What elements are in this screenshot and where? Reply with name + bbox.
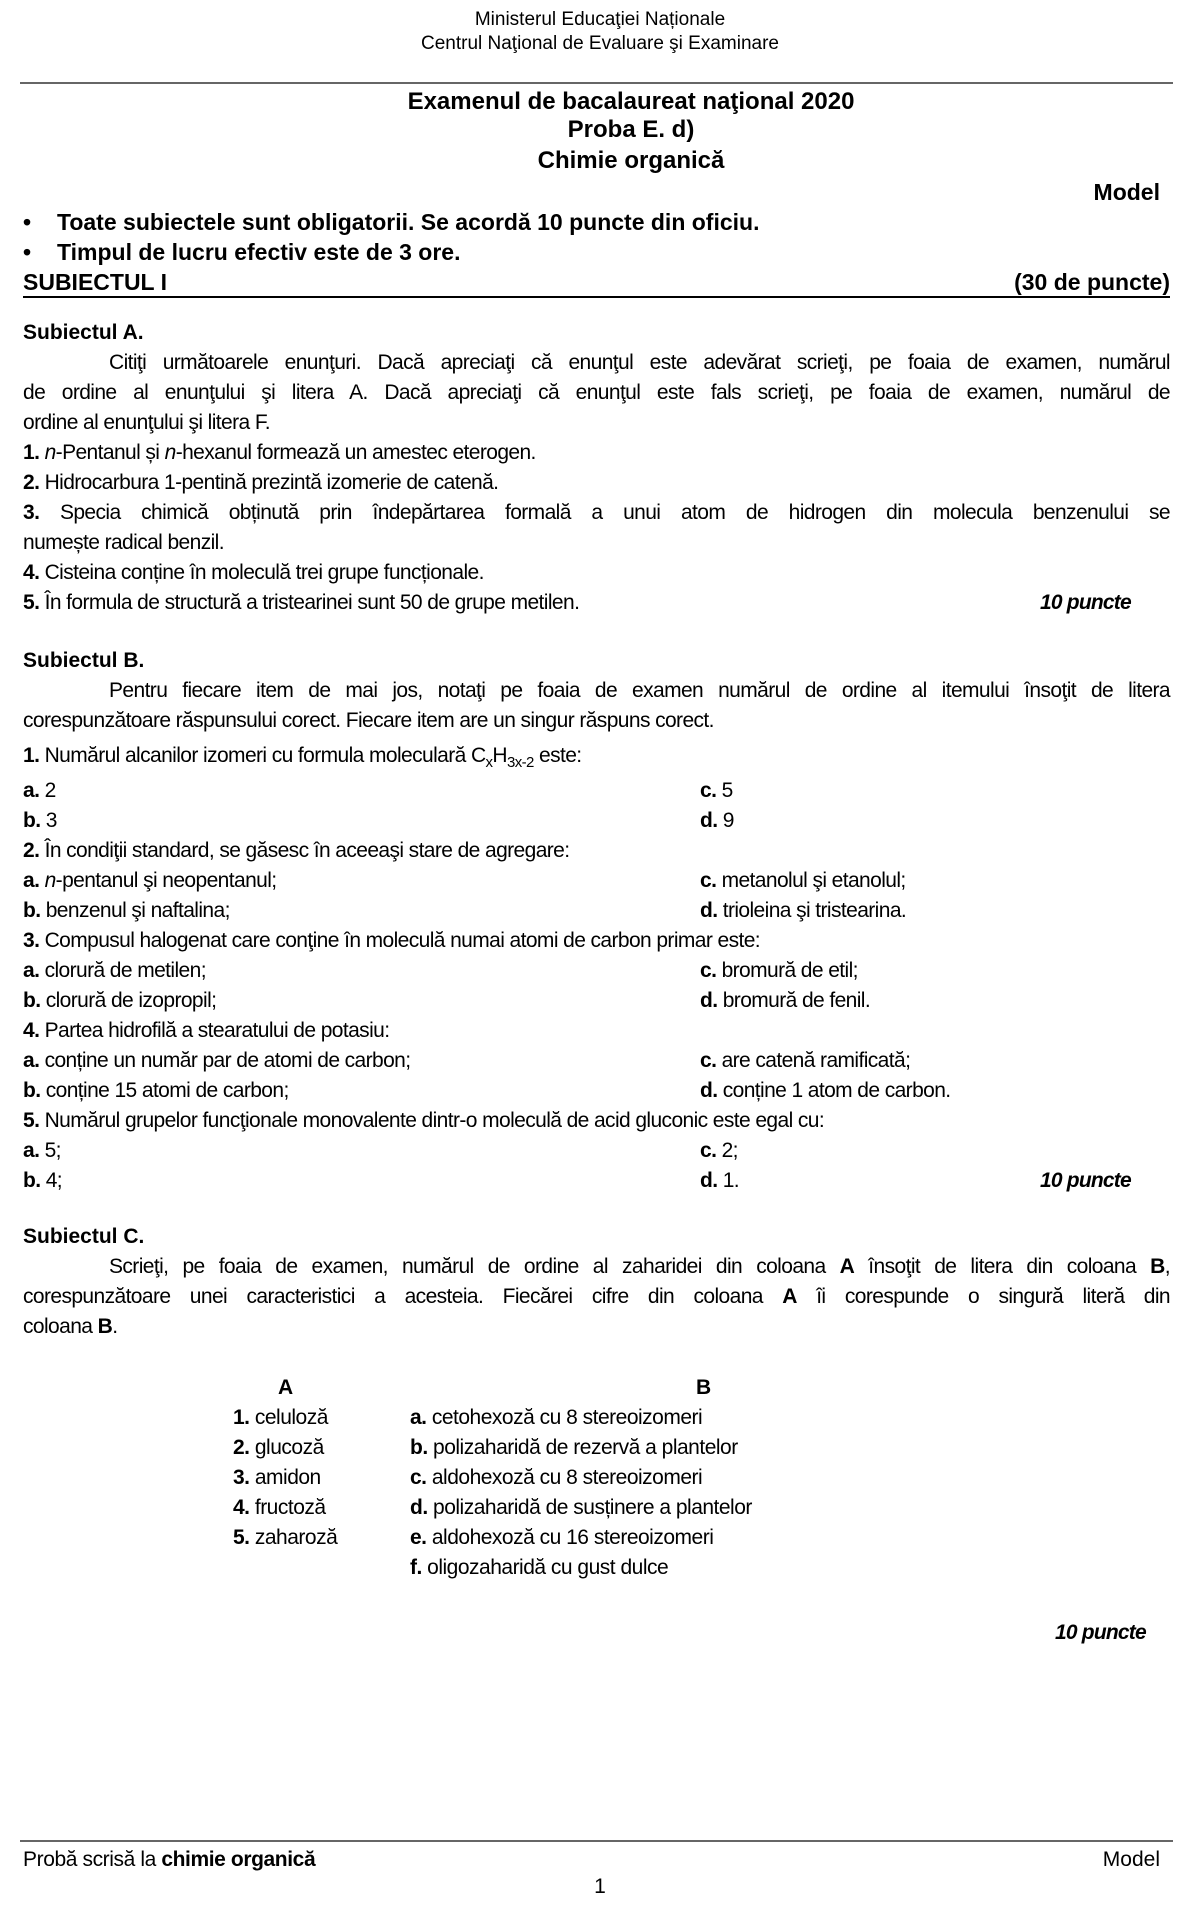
page-number: 1 <box>594 1875 606 1898</box>
bullet-icon: • <box>23 209 32 235</box>
subject-a-instruction: Citiţi următoarele enunţuri. Dacă apreciaţi că enunţul este adevărat scrieţi, pe foaia de examen, numărul <box>109 351 1170 374</box>
subject-c-instruction: coloana B. <box>23 1315 118 1338</box>
column-b-item: d. polizaharidă de susținere a plantelor <box>410 1496 752 1519</box>
column-a-header: A <box>278 1376 294 1399</box>
column-b-item: c. aldohexoză cu 8 stereoizomeri <box>410 1466 703 1489</box>
option-a: a. 2 <box>23 779 56 802</box>
subject-c-instruction: Scrieţi, pe foaia de examen, numărul de ordine al zaharidei din coloana A însoţit de litera din coloana B, <box>109 1255 1170 1278</box>
question-5: 5. Numărul grupelor funcţionale monovalente dintr-o moleculă de acid gluconic este egal cu: <box>23 1109 825 1132</box>
instruction-item: • Toate subiectele sunt obligatorii. Se acordă 10 puncte din oficiu. <box>23 209 760 235</box>
column-a-item: 5. zaharoză <box>233 1526 338 1549</box>
option-d: d. trioleina şi tristearina. <box>700 899 907 922</box>
column-b-item: f. oligozaharidă cu gust dulce <box>410 1556 669 1579</box>
column-a-item: 1. celuloză <box>233 1406 328 1429</box>
column-a-item: 2. glucoză <box>233 1436 324 1459</box>
exam-title: Examenul de bacalaureat naţional 2020 <box>407 88 855 115</box>
column-b-item: a. cetohexoză cu 8 stereoizomeri <box>410 1406 703 1429</box>
model-label: Model <box>1093 179 1160 205</box>
option-b: b. 3 <box>23 809 57 832</box>
column-b-header: B <box>696 1376 712 1399</box>
section-label: SUBIECTUL I <box>23 269 167 295</box>
subject-a-points: 10 puncte <box>1040 591 1131 614</box>
subject-c-heading: Subiectul C. <box>23 1225 145 1248</box>
option-a: a. n-pentanul şi neopentanul; <box>23 869 277 892</box>
option-c: c. 5 <box>700 779 733 802</box>
question-3: 3. Compusul halogenat care conţine în moleculă numai atomi de carbon primar este: <box>23 929 761 952</box>
statement-item: 4. Cisteina conține în moleculă trei grupe funcționale. <box>23 561 484 584</box>
footer-left: Probă scrisă la chimie organică <box>23 1848 316 1871</box>
option-d: d. conține 1 atom de carbon. <box>700 1079 951 1102</box>
question-4: 4. Partea hidrofilă a stearatului de potasiu: <box>23 1019 390 1042</box>
bullet-icon: • <box>23 239 32 265</box>
subject-a-instruction: de ordine al enunţului şi litera A. Dacă apreciaţi că enunţul este fals scrieţi, pe foaia de examen, numărul de <box>23 381 1170 404</box>
option-d: d. 1. <box>700 1169 740 1192</box>
option-c: c. metanolul şi etanolul; <box>700 869 906 892</box>
option-b: b. 4; <box>23 1169 63 1192</box>
subject-c-points: 10 puncte <box>1055 1621 1146 1644</box>
question-2: 2. În condiţii standard, se găsesc în aceeaşi stare de agregare: <box>23 839 570 862</box>
subject-b-heading: Subiectul B. <box>23 649 145 672</box>
option-a: a. clorură de metilen; <box>23 959 206 982</box>
option-c: c. are catenă ramificată; <box>700 1049 911 1072</box>
column-a-item: 3. amidon <box>233 1466 321 1489</box>
option-c: c. bromură de etil; <box>700 959 858 982</box>
statement-item: 5. În formula de structură a tristearinei sunt 50 de grupe metilen. <box>23 591 580 614</box>
option-a: a. 5; <box>23 1139 61 1162</box>
statement-item: 2. Hidrocarbura 1-pentină prezintă izomerie de catenă. <box>23 471 499 494</box>
footer-rule <box>20 1840 1173 1842</box>
subject-c-instruction: corespunzătoare unei caracteristici a acesteia. Fiecărei cifre din coloana A îi corespunde o singură literă din <box>23 1285 1170 1308</box>
option-b: b. benzenul şi naftalina; <box>23 899 230 922</box>
subject-a-heading: Subiectul A. <box>23 321 144 344</box>
exam-proba: Proba E. d) <box>567 116 695 143</box>
instruction-item: • Timpul de lucru efectiv este de 3 ore. <box>23 239 461 265</box>
footer-right: Model <box>1102 1848 1160 1871</box>
section-header <box>23 268 1170 298</box>
option-c: c. 2; <box>700 1139 738 1162</box>
question-1: 1. Numărul alcanilor izomeri cu formula moleculară $C_xH_{3x-2}$ este: <box>23 744 582 771</box>
section-points: (30 de puncte) <box>1014 269 1170 295</box>
option-a: a. conține un număr par de atomi de carbon; <box>23 1049 411 1072</box>
column-b-item: b. polizaharidă de rezervă a plantelor <box>410 1436 738 1459</box>
option-d: d. bromură de fenil. <box>700 989 871 1012</box>
ministry-name: Ministerul Educaţiei Naționale <box>474 9 726 30</box>
statement-item: 1. n-Pentanul și n-hexanul formează un amestec eterogen. <box>23 441 536 464</box>
subject-a-instruction: ordine al enunţului şi litera F. <box>23 411 270 434</box>
column-a-item: 4. fructoză <box>233 1496 326 1519</box>
option-b: b. conține 15 atomi de carbon; <box>23 1079 289 1102</box>
column-b-item: e. aldohexoză cu 16 stereoizomeri <box>410 1526 714 1549</box>
option-b: b. clorură de izopropil; <box>23 989 217 1012</box>
subject-b-instruction: corespunzătoare răspunsului corect. Fiecare item are un singur răspuns corect. <box>23 709 714 732</box>
subject-b-points: 10 puncte <box>1040 1169 1131 1192</box>
exam-subject: Chimie organică <box>537 147 725 174</box>
header-rule <box>20 82 1173 84</box>
option-d: d. 9 <box>700 809 734 832</box>
statement-item: 3. Specia chimică obținută prin îndepărtarea formală a unui atom de hidrogen din molecula benzenului se <box>23 501 1170 524</box>
statement-item-cont: numește radical benzil. <box>23 531 224 554</box>
subject-b-instruction: Pentru fiecare item de mai jos, notaţi pe foaia de examen numărul de ordine al itemului însoţit de litera <box>109 679 1170 702</box>
center-name: Centrul Naţional de Evaluare şi Examinare <box>420 33 779 54</box>
